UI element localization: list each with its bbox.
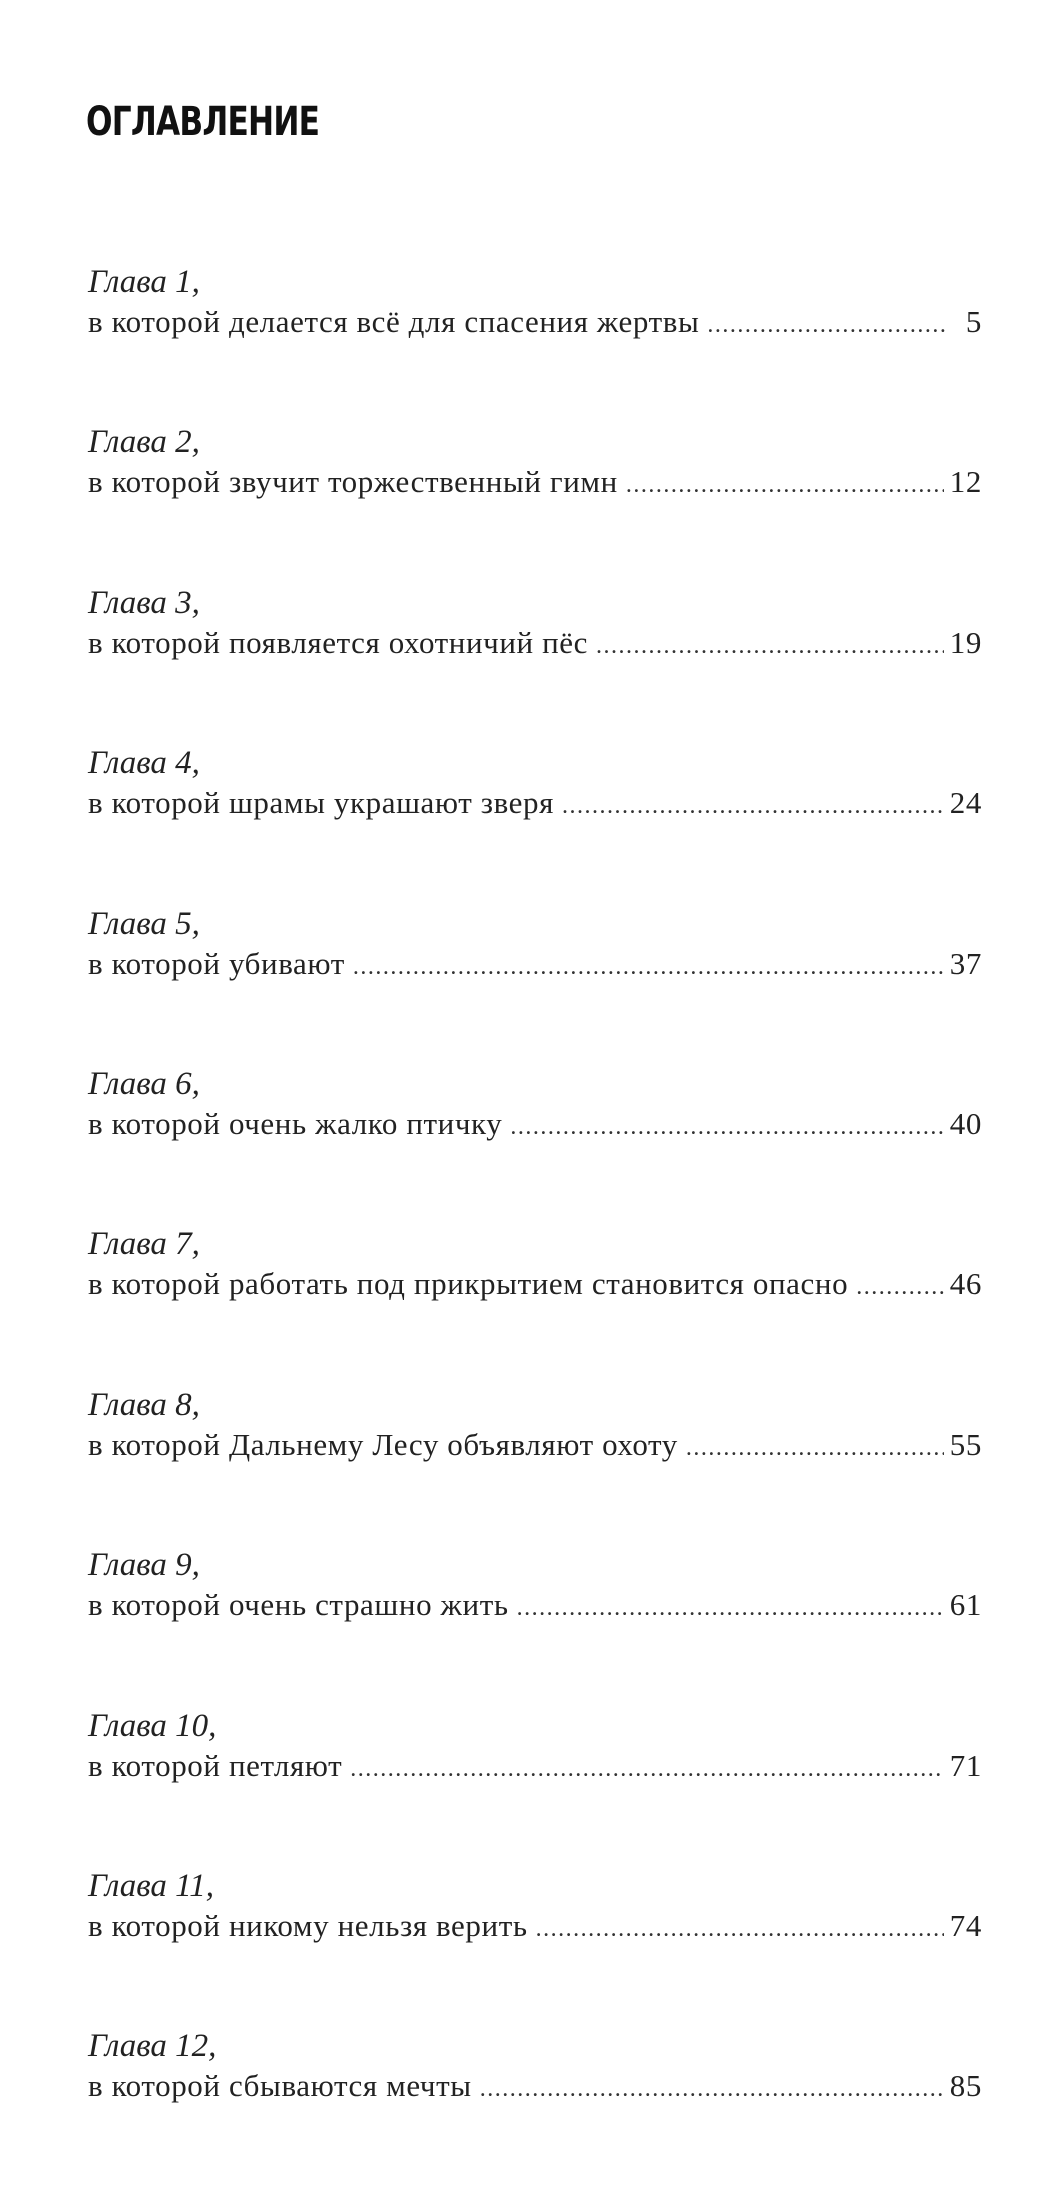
toc-chapter-label: Глава 10, bbox=[88, 1707, 217, 1744]
toc-page-number: 19 bbox=[949, 624, 982, 660]
dot-leader bbox=[536, 1909, 944, 1949]
toc-chapter-title: в которой петляют bbox=[88, 1747, 343, 1783]
toc-line bbox=[88, 944, 982, 984]
dot-leader bbox=[707, 305, 948, 345]
toc-chapter-title: в которой очень жалко птичку bbox=[88, 1105, 503, 1141]
toc-line bbox=[88, 2066, 982, 2106]
toc-chapter-label: Глава 8, bbox=[88, 1386, 200, 1423]
dot-leader bbox=[510, 1107, 943, 1147]
toc-entry[interactable] bbox=[88, 583, 982, 743]
toc-chapter-label: Глава 9, bbox=[88, 1547, 200, 1584]
toc-line bbox=[88, 623, 982, 663]
toc-page-number: 85 bbox=[949, 2068, 982, 2104]
toc-chapter-label: Глава 2, bbox=[88, 424, 200, 461]
toc-chapter-label: Глава 3, bbox=[88, 584, 200, 621]
toc-line bbox=[88, 1585, 982, 1625]
toc-chapter-title: в которой делается всё для спасения жертвы bbox=[88, 304, 700, 339]
page-title: ОГЛАВЛЕНИЕ bbox=[86, 99, 320, 145]
toc-line bbox=[88, 462, 982, 502]
toc-entry[interactable] bbox=[88, 422, 982, 582]
toc-chapter-title: в которой убивают bbox=[88, 945, 345, 981]
toc-entry[interactable] bbox=[88, 1866, 982, 2026]
toc-chapter-label: Глава 7, bbox=[88, 1226, 200, 1263]
toc-page-number: 5 bbox=[965, 304, 982, 339]
toc-line bbox=[88, 783, 982, 823]
toc-chapter-label: Глава 6, bbox=[88, 1065, 200, 1102]
dot-leader bbox=[517, 1588, 944, 1628]
toc-chapter-label: Глава 12, bbox=[88, 2028, 217, 2065]
toc-entry[interactable] bbox=[88, 1706, 982, 1866]
toc-chapter-title: в которой шрамы украшают зверя bbox=[88, 785, 554, 821]
dot-leader bbox=[626, 465, 944, 505]
toc-page-number: 46 bbox=[949, 1266, 982, 1302]
toc-chapter-title: в которой звучит торжественный гимн bbox=[88, 464, 618, 500]
toc-page-number: 71 bbox=[949, 1747, 982, 1783]
toc-entry[interactable] bbox=[88, 743, 982, 903]
toc-chapter-title: в которой никому нельзя верить bbox=[88, 1907, 528, 1943]
dot-leader bbox=[562, 786, 944, 826]
toc-line bbox=[88, 1906, 982, 1946]
toc-line bbox=[88, 1104, 982, 1144]
dot-leader bbox=[856, 1267, 944, 1307]
toc-entry[interactable] bbox=[88, 1064, 982, 1224]
toc-line bbox=[88, 1264, 982, 1304]
toc-chapter-title: в которой появляется охотничий пёс bbox=[88, 624, 589, 660]
dot-leader bbox=[350, 1749, 944, 1789]
toc-chapter-title: в которой очень страшно жить bbox=[88, 1587, 509, 1623]
toc-chapter-label: Глава 11, bbox=[88, 1867, 214, 1904]
toc-chapter-label: Глава 5, bbox=[88, 905, 200, 942]
toc-page-number: 12 bbox=[949, 464, 982, 500]
toc-entry[interactable] bbox=[88, 1545, 982, 1705]
dot-leader bbox=[480, 2069, 944, 2109]
dot-leader bbox=[686, 1428, 944, 1468]
toc-chapter-title: в которой Дальнему Лесу объявляют охоту bbox=[88, 1426, 678, 1462]
toc-entry[interactable] bbox=[88, 1224, 982, 1384]
toc-page-number: 61 bbox=[949, 1587, 982, 1623]
toc-chapter-label: Глава 4, bbox=[88, 745, 200, 782]
toc-page-number: 37 bbox=[949, 945, 982, 981]
dot-leader bbox=[353, 947, 944, 987]
toc-line bbox=[88, 302, 982, 342]
toc-entry[interactable] bbox=[88, 2026, 982, 2186]
toc-entry[interactable] bbox=[88, 262, 982, 422]
toc-line bbox=[88, 1425, 982, 1465]
dot-leader bbox=[596, 626, 944, 666]
toc-page-number: 55 bbox=[949, 1426, 982, 1462]
toc-entry[interactable] bbox=[88, 904, 982, 1064]
toc-page-number: 74 bbox=[949, 1907, 982, 1943]
toc-entry[interactable] bbox=[88, 1385, 982, 1545]
toc-page-number: 24 bbox=[949, 785, 982, 821]
toc-line bbox=[88, 1746, 982, 1786]
toc-chapter-title: в которой работать под прикрытием становится опасно bbox=[88, 1266, 849, 1302]
table-of-contents bbox=[88, 262, 982, 2187]
toc-chapter-title: в которой сбываются мечты bbox=[88, 2068, 472, 2104]
toc-page-number: 40 bbox=[949, 1105, 982, 1141]
toc-chapter-label: Глава 1, bbox=[88, 264, 200, 300]
